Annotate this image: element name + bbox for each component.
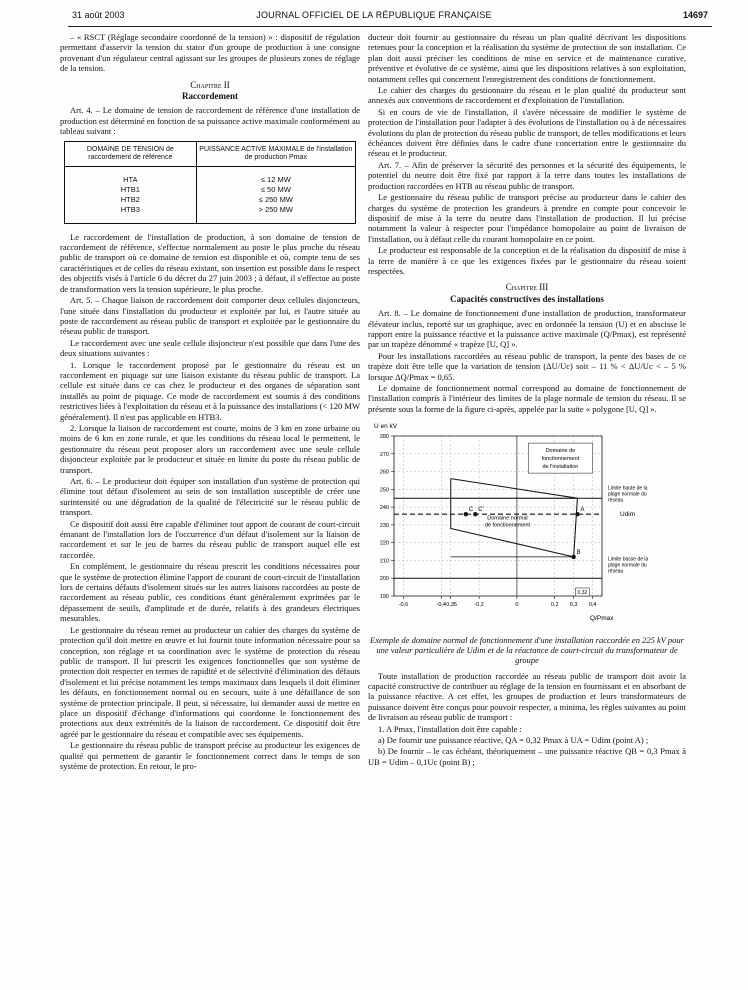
uq-polygon-chart <box>368 418 686 630</box>
paragraph: Le gestionnaire du réseau remet au producteur un cahier des charges du système de protection qu'il doit mettre en œuvre et lui fournit toute information nécessaire pour sa conception, son réglage et sa coordination avec le système de protection du réseau public de transport. Il lui prescrit les exigences fonctionnelles que son système de protection doit respecter en termes de rapidité et de sélectivité d'élimination des défauts d'isolement et lui précise notamment les temps maximaux dans lesquels il doit éliminer les défauts, en fonctionnement normal ou en secours, suite à une défaillance de son système de protection principale. Il peut, si nécessaire, lui demander aussi de mettre en place un dispositif d'échange d'informations qui coordonne le fonctionnement des protections aux deux extrémités de la liaison de raccordement. Ce dispositif doit être agréé par le gestionnaire du réseau et compatible avec ses équipements. <box>60 624 360 739</box>
paragraph: Si en cours de vie de l'installation, il s'avère nécessaire de modifier le système de protection de l'installation pour l'adapter à des évolutions de l'installation ou à de nécessaires évolutions du plan de protection du réseau public de transport, de telles modifications et leurs échéances doivent être définies dans le cadre d'une concertation entre le gestionnaire du réseau et le producteur. <box>368 106 686 159</box>
figure-caption: Exemple de domaine normal de fonctionnement d'une installation raccordée en 225 kV pour une valeur particulière de Udim et de la réactance de court-circuit du transformateur de groupe <box>370 634 684 665</box>
header-page-number: 14697 <box>682 10 708 20</box>
point-label: C' <box>478 507 484 514</box>
voltage-table <box>64 141 356 224</box>
table-cell: > 250 MW <box>196 205 355 224</box>
paragraph: Ce dispositif doit aussi être capable d'éliminer tout apport de courant de court-circuit émanant de l'installation lors de l'occurrence d'un défaut d'isolement sur la liaison de raccordement et sur le jeu de barres du réseau public de transport auquel elle est raccordée. <box>60 518 360 560</box>
y-tick-label: 200 <box>379 576 389 583</box>
y-tick-label: 240 <box>379 505 389 512</box>
x-axis-label: Q/Pmax <box>590 615 614 623</box>
table-cell: HTA <box>65 166 197 185</box>
paragraph: Le producteur est responsable de la conception et de la réalisation du dispositif de mise à la terre de manière à ce que les exigences fixées par le gestionnaire du réseau soient respectées. <box>368 245 686 276</box>
paragraph: Le raccordement de l'installation de production, à son domaine de tension de raccordement de référence, s'effectue normalement au poste le plus proche du réseau public de transport où ce domaine de tension est disponible et où, compte tenu de ses caractéristiques et de celles du réseau existant, son insertion est possible dans le respect des objectifs visés à l'article 6 du décret du 27 juin 2003 ; à défaut, il s'effectue au poste de transformation vers la tension supérieure, le plus proche. <box>60 231 360 294</box>
x-tick-label: -0,4 <box>436 602 447 609</box>
table-cell: ≤ 12 MW <box>196 166 355 185</box>
paragraph: En complément, le gestionnaire du réseau prescrit les conditions nécessaires pour que le système de protection élimine l'apport de courant de court-circuit de l'installation lors de certains défauts d'isolement situés sur les autres liaisons raccordées au poste de raccordement au réseau public, ces conditions étant généralement exprimées par le dépassement de seuils, d'amplitude et de durée, relatifs à des grandeurs électriques mesurables. <box>60 561 360 624</box>
x-tick-label: 0,3 <box>569 602 578 609</box>
article-4: Art. 4. – Le domaine de tension de raccordement de référence d'une installation de production est déterminé en fonction de sa puissance active maximale conformément au tableau suivant : <box>60 105 360 137</box>
left-column <box>60 32 360 772</box>
table-header: DOMAINE DE TENSION de raccordement de référence <box>65 141 197 166</box>
table-cell: ≤ 250 MW <box>196 195 355 205</box>
data-point <box>473 512 477 516</box>
paragraph: Le gestionnaire du réseau public de transport précise au producteur les exigences de qualité qui permettent de garantir le fonctionnement correct dans le temps de son système de protection. En retour, le pro- <box>60 740 360 771</box>
chapter-heading: Chapitre II <box>190 79 230 90</box>
y-tick-label: 210 <box>379 558 389 565</box>
header-date: 31 août 2003 <box>72 10 125 20</box>
limit-high-label: plage normale du <box>608 491 647 498</box>
data-point <box>575 512 579 516</box>
y-tick-label: 270 <box>379 451 389 458</box>
paragraph: Toute installation de production raccordée au réseau public de transport doit avoir la capacité constructive de contribuer au réglage de la tension en fournissant et en absorbant de la puissance réactive. A cet effet, les groupes de production et leurs transformateurs de puissance doivent être conçus pour pouvoir respecter, a minima, les règles suivantes au point de livraison au réseau public de transport : <box>368 670 686 723</box>
paragraph: Pour les installations raccordées au réseau public de transport, la pente des bases de ce trapèze doit être telle que la variation de tension (ΔU/Uc) soit – 11 % < ΔU/Uc < – 5 % lorsque ΔQ/Pmax = 0,65. <box>368 350 686 382</box>
y-axis-label: U en kV <box>374 423 398 431</box>
point-label: C <box>468 507 474 514</box>
paragraph: b) De fournir – le cas échéant, théoriquement – une puissance réactive QB = 0,3 Pmax à UB = Udim – 0,1Uc (point B) ; <box>368 746 686 767</box>
y-tick-label: 280 <box>379 434 389 441</box>
paragraph: ducteur doit fournir au gestionnaire du réseau un plan qualité décrivant les dispositions retenues pour la conception et la réalisation du système de protection de son installation. Ce plan doit aussi préciser les conditions de mise en service et de maintenance curative, préventive et évolutive de ce système, ainsi que les dispositions relatives à son exploitation, notamment celles qui concernent l'enregistrement des conditions de fonctionnement. <box>368 32 686 84</box>
x-tick-label: 0,4 <box>588 602 597 609</box>
udim-label: Udim <box>620 511 636 519</box>
normal-domain-label: de fonctionnement <box>484 522 531 529</box>
data-point <box>571 555 575 559</box>
chart-svg <box>368 418 684 628</box>
domain-label: Domaine de <box>545 448 576 455</box>
annotation-032: 0,32 <box>577 590 588 597</box>
page-header <box>0 10 748 24</box>
data-point <box>464 512 468 516</box>
x-tick-label: -0,2 <box>474 602 484 609</box>
x-tick-label: 0,2 <box>550 602 559 609</box>
article-8: Art. 8. – Le domaine de fonctionnement d'une installation de production, transformateur élévateur inclus, reporté sur un graphique, avec en ordonnée la tension (U) et en abscisse le rapport entre la puissance réactive et la puissance active maximale (Q/Pmax), est représenté par un trapèze dénommé « trapèze [U, Q] ». <box>368 308 686 350</box>
paragraph: Le cahier des charges du gestionnaire du réseau et le plan qualité du producteur sont annexés aux conventions de raccordement et d'exploitation de l'installation. <box>368 85 686 106</box>
point-label: A <box>580 507 585 514</box>
y-tick-label: 250 <box>379 487 389 494</box>
paragraph: Le domaine de fonctionnement normal correspond au domaine de fonctionnement de l'installation compris à l'intérieur des limites de la plage normale de tension du réseau. Il se présente sous la forme de la figure ci-après, appelée par la suite « polygone [U, Q] ». <box>368 383 686 414</box>
x-tick-label: -0,6 <box>398 602 409 609</box>
limit-high-label: Limite haute de la <box>608 485 648 492</box>
paragraph: 2. Lorsque la liaison de raccordement est courte, moins de 3 km en zone urbaine ou moins de 6 km en zone rurale, et que les conditions du réseau local le permettent, le gestionnaire du réseau peut proposer alors un raccordement avec une seule cellule disjoncteur exploitée par le producteur et située en limite du poste du réseau public de transport. <box>60 422 360 475</box>
paragraph: Le raccordement avec une seule cellule disjoncteur n'est possible que dans l'une des deux situations suivantes : <box>60 337 360 359</box>
article-5: Art. 5. – Chaque liaison de raccordement doit comporter deux cellules disjoncteurs, l'une située dans l'installation du producteur et exploitée par lui, et l'autre située au poste de raccordement au réseau public de transport et exploitée par le gestionnaire du réseau public de transport. <box>60 295 360 337</box>
table-header: PUISSANCE ACTIVE MAXIMALE de l'installation de production Pmax <box>196 141 355 166</box>
paragraph: 1. A Pmax, l'installation doit être capable : <box>378 723 522 734</box>
normal-domain-label: Domaine normal <box>487 515 528 522</box>
header-rule <box>68 26 712 27</box>
section-heading: Raccordement <box>182 91 238 102</box>
x-tick-label: 0 <box>515 602 519 609</box>
paragraph: Le gestionnaire du réseau public de transport précise au producteur dans le cahier des charges du système de protection les grandeurs à prendre en compte pour concevoir le dispositif de mise à la terre du neutre dans l'installation de production. Il lui précise notamment la valeur à respecter pour l'impédance homopolaire au point de livraison de l'installation, ou à défaut celle du courant homopolaire en ce point. <box>368 192 686 244</box>
table-cell: ≤ 50 MW <box>196 185 355 195</box>
paragraph: – « RSCT (Réglage secondaire coordonné de la tension) » : dispositif de régulation permettant d'asservir la tension du stator d'un groupe de production à une consigne provenant d'un régulateur central agissant sur les groupes de plusieurs zones de réglage de la tension. <box>60 32 360 74</box>
table-cell: HTB3 <box>65 205 197 224</box>
chapter-heading: Chapitre III <box>505 282 549 293</box>
y-tick-label: 230 <box>379 523 389 530</box>
domain-label: fonctionnement <box>541 456 580 463</box>
limit-low-label: plage normale du <box>608 562 647 569</box>
paragraph: a) De fournir une puissance réactive, QA = 0,32 Pmax à UA = Udim (point A) ; <box>378 735 649 746</box>
y-tick-label: 260 <box>379 469 389 476</box>
table-cell: HTB2 <box>65 195 197 205</box>
limit-low-label: réseau <box>608 568 624 575</box>
right-column <box>368 32 686 768</box>
domain-label: de l'installation <box>542 464 579 471</box>
article-6: Art. 6. – Le producteur doit équiper son installation d'un système de protection qui élimine tout défaut d'isolement au sein de son installation susceptible de créer une surintensité ou une dégradation de la qualité de l'électricité sur le réseau public de transport. <box>60 476 360 518</box>
table-cell: HTB1 <box>65 185 197 195</box>
x-tick-label: -0,35 <box>444 602 458 609</box>
paragraph: 1. Lorsque le raccordement proposé par le gestionnaire du réseau est un raccordement en piquage sur une liaison existante du réseau public de transport. La cellule est située dans ce cas chez le producteur et des organes de séparation sont installés au point de piquage. Ce mode de raccordement est soumis à des conditions restrictives liées à l'exploitation du réseau et à la puissance des installations (< 120 MW généralement). Il n'est pas applicable en HTB3. <box>60 359 360 422</box>
header-journal-title: JOURNAL OFFICIEL DE LA RÉPUBLIQUE FRANÇAISE <box>256 10 492 20</box>
article-7: Art. 7. – Afin de préserver la sécurité des personnes et la sécurité des équipements, le potentiel du neutre doit être fixé par rapport à la terre dans toutes les installations de production raccordées en HTB au réseau public de transport. <box>368 159 686 191</box>
y-tick-label: 220 <box>379 540 389 547</box>
y-tick-label: 190 <box>379 594 389 601</box>
section-heading: Capacités constructives des installations <box>450 293 604 304</box>
limit-low-label: Limite basse de la <box>608 556 649 563</box>
limit-high-label: réseau <box>608 497 624 504</box>
point-label: B <box>576 550 581 557</box>
